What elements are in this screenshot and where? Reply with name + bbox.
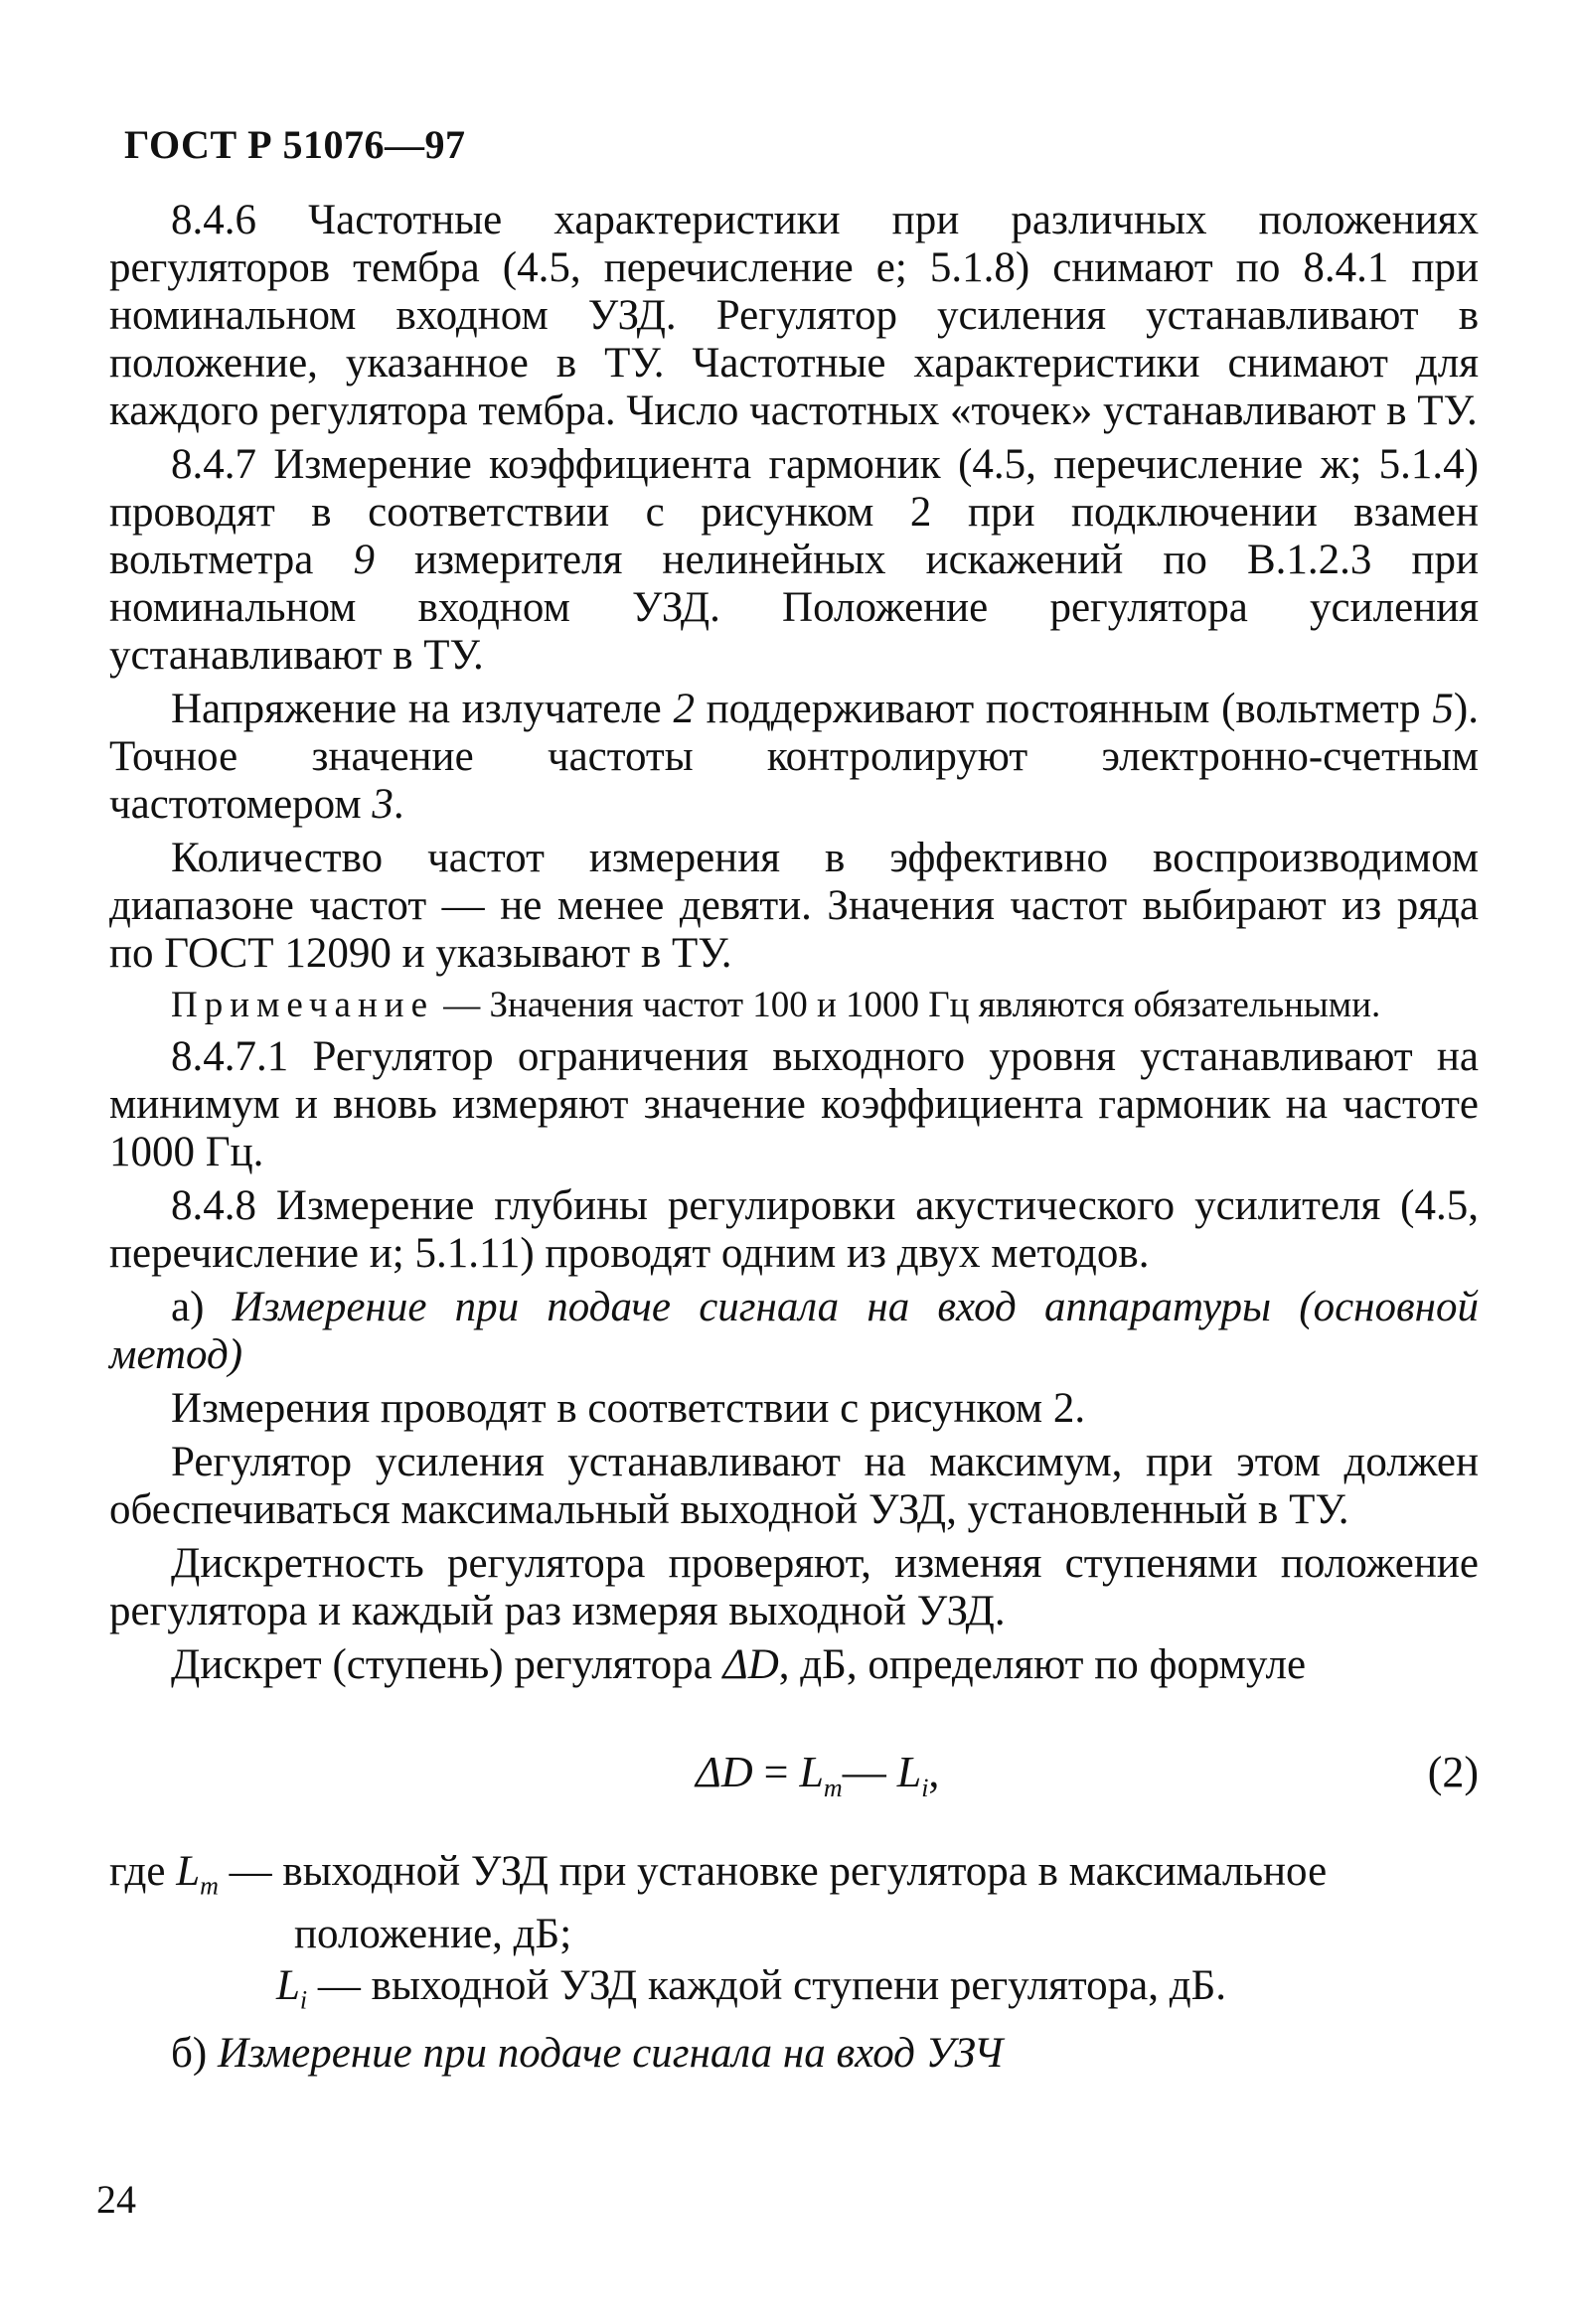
where-definition-li [109, 1962, 1479, 2025]
paragraph-discrete-step [109, 1641, 1479, 1689]
paragraph-measurements: Измерения проводят в соответствии с рисунком 2. [171, 1385, 1086, 1432]
formula-var: L [799, 1748, 824, 1796]
paragraph-frequency-count: Количество частот измерения в эффективно воспроизводимом диапазоне частот — не менее девяти. Значения частот выбирают из ряда по ГОСТ 12090 и указывают в ТУ. [109, 835, 1479, 977]
paragraph-text: поддерживают постоянным (вольтметр [694, 686, 1433, 732]
ref-number: 2 [673, 686, 695, 732]
item-label: а) [171, 1284, 233, 1330]
item-heading: Измерение при подаче сигнала на вход аппаратуры (основной метод) [109, 1284, 1480, 1378]
ref-number: 9 [353, 537, 375, 583]
formula-subscript: m [823, 1773, 843, 1802]
symbol-subscript: m [200, 1871, 219, 1901]
paragraph-voltage [109, 686, 1479, 829]
note-label: Примечание [171, 985, 434, 1025]
formula-subscript: i [921, 1773, 929, 1802]
where-definition-lm [109, 1848, 1479, 1958]
item-label: б) [171, 2030, 218, 2078]
paragraph-text: Напряжение на излучателе [171, 686, 674, 732]
paragraph-text: измерителя нелинейных искажений по В.1.2.3 при номинальном входном УЗД. Положение регулятора усиления устанавливают в ТУ. [109, 537, 1479, 679]
formula-equals: = [752, 1748, 800, 1796]
page-number: 24 [96, 2177, 136, 2222]
formula-minus: — [842, 1748, 897, 1796]
definition-text: — выходной УЗД при установке регулятора в максимальное положение, дБ; [218, 1848, 1328, 1957]
document-body [109, 197, 1479, 2084]
item-a [109, 1284, 1479, 1379]
formula-comma: , [928, 1748, 940, 1796]
definition-text: — выходной УЗД каждой ступени регулятора, дБ. [307, 1961, 1227, 2009]
formula-2 [109, 1733, 1479, 1812]
symbol-subscript: i [299, 1985, 308, 2015]
paragraph-8-4-6: 8.4.6 Частотные характеристики при различных положениях регуляторов тембра (4.5, перечисление е; 5.1.8) снимают по 8.4.1 при номинальном входном УЗД. Регулятор усиления устанавливают в положение, указанное в ТУ. Частотные характеристики снимают для каждого регулятора тембра. Число частотных «точек» устанавливают в ТУ. [109, 197, 1479, 434]
formula-lhs: ΔD [696, 1748, 753, 1796]
item-heading: Измерение при подаче сигнала на вход УЗЧ [217, 2030, 1004, 2078]
formula-number: (2) [1427, 1748, 1479, 1796]
item-b [109, 2030, 1479, 2078]
page-header-standard-number: ГОСТ Р 51076—97 [124, 122, 466, 167]
paragraph-text: Дискрет (ступень) регулятора [171, 1641, 723, 1688]
symbol: L [276, 1961, 300, 2009]
paragraph-8-4-7 [109, 441, 1479, 680]
where-intro: где [109, 1848, 177, 1895]
note [109, 984, 1479, 1027]
formula-var: L [896, 1748, 922, 1796]
ref-number: 3 [372, 781, 394, 828]
paragraph-8-4-8: 8.4.8 Измерение глубины регулировки акустического усилителя (4.5, перечисление и; 5.1.11) проводят одним из двух методов. [109, 1182, 1479, 1277]
paragraph-text: , дБ, определяют по формуле [778, 1641, 1307, 1688]
paragraph-text: 8.4.7 Измерение коэффициента гармоник (4.5, перечисление ж; 5.1.4) проводят в соответствии с рисунком 2 при подключении взамен вольтметра [109, 441, 1479, 583]
symbol: ΔD [722, 1641, 779, 1688]
symbol: L [176, 1848, 201, 1895]
paragraph-text: ). Точное значение частоты контролируют электронно-счетным частотомером [109, 686, 1479, 828]
ref-number: 5 [1432, 686, 1454, 732]
paragraph-discreteness: Дискретность регулятора проверяют, изменяя ступенями положение регулятора и каждый раз измеряя выходной УЗД. [109, 1540, 1479, 1634]
formula-expression [696, 1749, 939, 1812]
paragraph-8-4-7-1: 8.4.7.1 Регулятор ограничения выходного уровня устанавливают на минимум и вновь измеряют значение коэффициента гармоник на частоте 1000 Гц. [109, 1033, 1479, 1175]
note-text: — Значения частот 100 и 1000 Гц являются обязательными. [434, 985, 1381, 1025]
paragraph-gain-regulator: Регулятор усиления устанавливают на максимум, при этом должен обеспечиваться максимальный выходной УЗД, установленный в ТУ. [109, 1439, 1479, 1533]
paragraph-text: . [393, 781, 404, 828]
